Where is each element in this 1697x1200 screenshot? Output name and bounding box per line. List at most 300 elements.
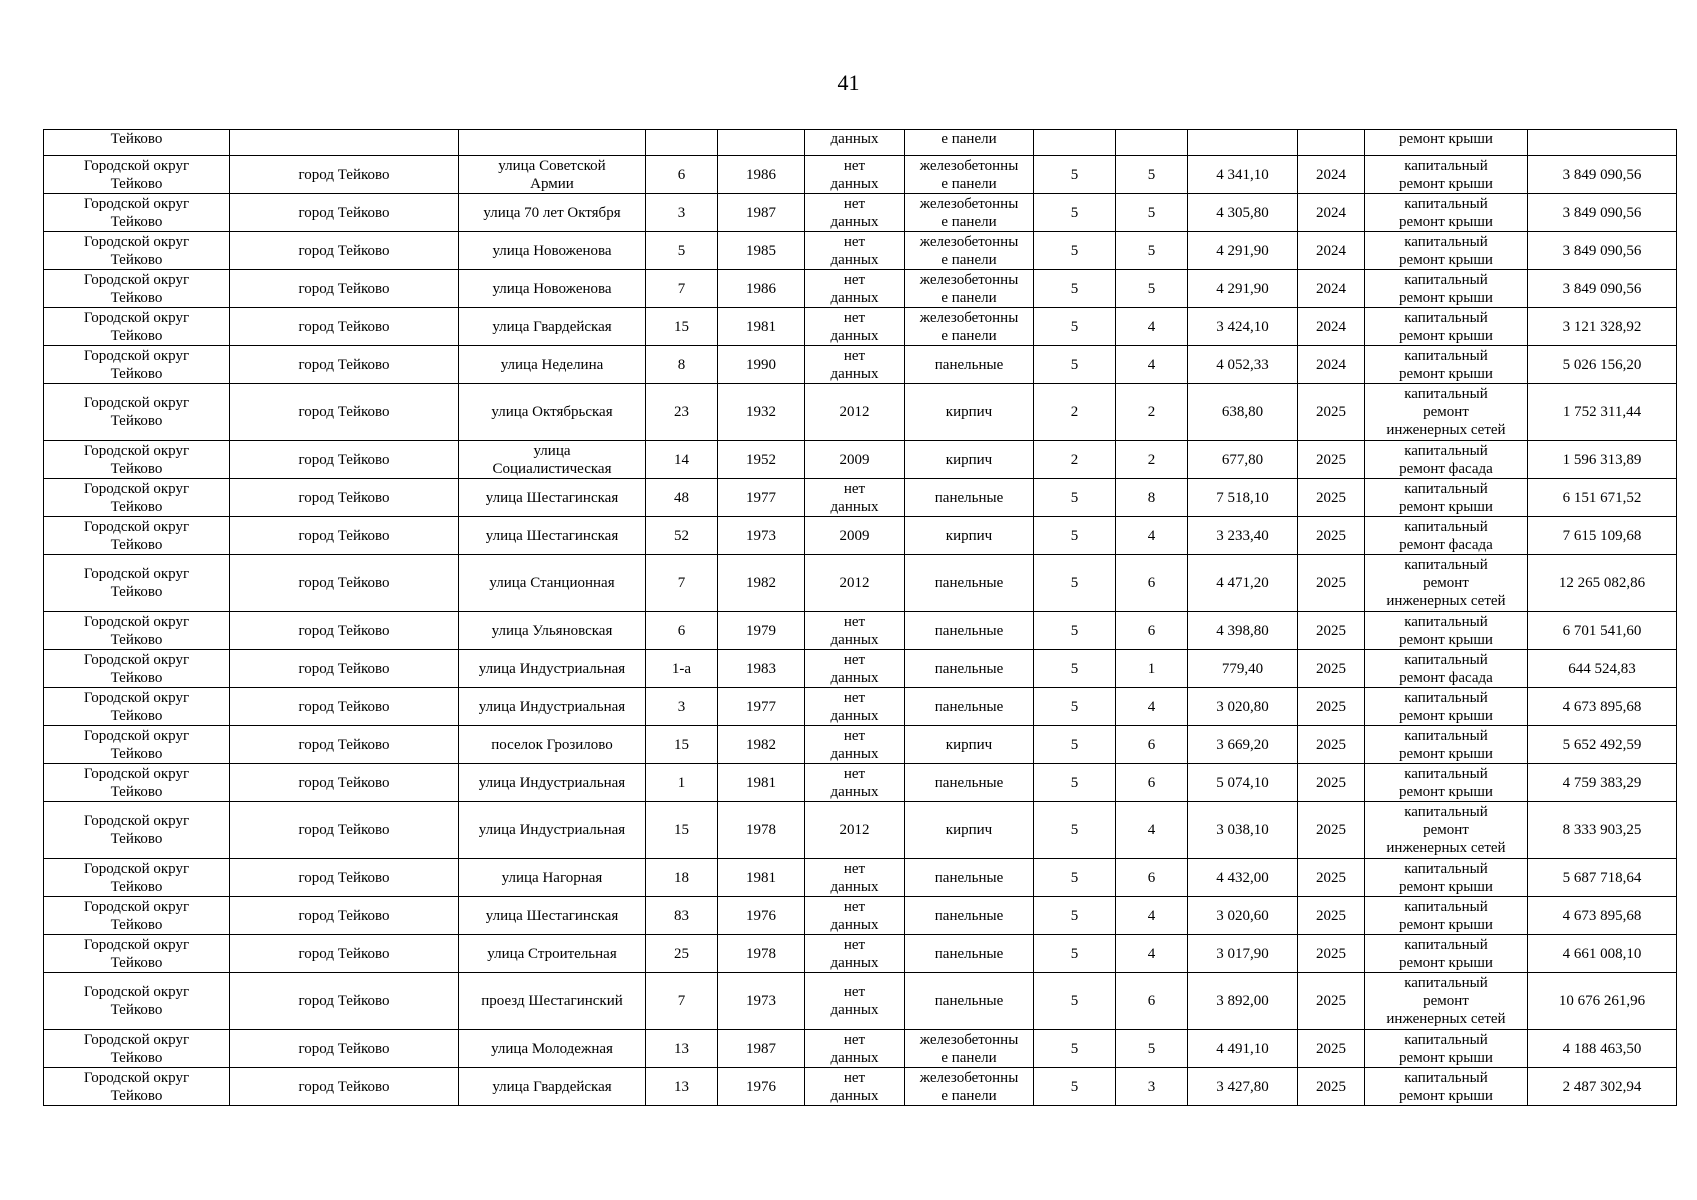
cell-settlement: город Тейково: [230, 194, 459, 232]
cell-planned-year: 2025: [1298, 935, 1365, 973]
cell-house-number: 13: [646, 1068, 718, 1106]
cell-settlement: город Тейково: [230, 156, 459, 194]
cell-repair-type: капитальный ремонт крыши: [1365, 859, 1528, 897]
cell-municipality: Городской округ Тейково: [44, 194, 230, 232]
cell-last-repair-year: 2009: [805, 517, 905, 555]
cell-municipality: Городской округ Тейково: [44, 555, 230, 612]
cell-entrances: 4: [1116, 897, 1188, 935]
cell-floors: 5: [1034, 555, 1116, 612]
cell-house-number: 7: [646, 555, 718, 612]
cell-planned-year: 2025: [1298, 688, 1365, 726]
cell-floors: 5: [1034, 764, 1116, 802]
cell-house-number: 3: [646, 194, 718, 232]
cell-floors: 2: [1034, 384, 1116, 441]
cell-street: улица Индустриальная: [459, 688, 646, 726]
cell-entrances: 5: [1116, 194, 1188, 232]
cell-street: улица Станционная: [459, 555, 646, 612]
cell-repair-type: капитальный ремонт фасада: [1365, 650, 1528, 688]
cell-repair-type: капитальный ремонт крыши: [1365, 308, 1528, 346]
cell-last-repair-year: нет данных: [805, 194, 905, 232]
cell-build-year: 1976: [718, 1068, 805, 1106]
cell-planned-year: [1298, 130, 1365, 156]
cell-entrances: 1: [1116, 650, 1188, 688]
cell-wall-material: панельные: [905, 973, 1034, 1030]
cell-house-number: 15: [646, 726, 718, 764]
cell-house-number: [646, 130, 718, 156]
cell-total-area: 3 020,80: [1188, 688, 1298, 726]
cell-repair-type: капитальный ремонт крыши: [1365, 897, 1528, 935]
cell-municipality: Городской округ Тейково: [44, 441, 230, 479]
cell-street: улица Индустриальная: [459, 802, 646, 859]
cell-planned-year: 2025: [1298, 650, 1365, 688]
cell-entrances: 6: [1116, 859, 1188, 897]
cell-floors: 5: [1034, 726, 1116, 764]
cell-entrances: 4: [1116, 688, 1188, 726]
cell-last-repair-year: нет данных: [805, 973, 905, 1030]
cell-repair-cost: 10 676 261,96: [1528, 973, 1677, 1030]
cell-last-repair-year: нет данных: [805, 726, 905, 764]
cell-settlement: город Тейково: [230, 859, 459, 897]
cell-total-area: 779,40: [1188, 650, 1298, 688]
cell-build-year: 1973: [718, 517, 805, 555]
table-row: [44, 555, 1677, 612]
cell-build-year: 1952: [718, 441, 805, 479]
cell-municipality: Городской округ Тейково: [44, 479, 230, 517]
cell-last-repair-year: нет данных: [805, 897, 905, 935]
cell-total-area: 3 233,40: [1188, 517, 1298, 555]
cell-repair-cost: 4 759 383,29: [1528, 764, 1677, 802]
cell-entrances: 5: [1116, 1030, 1188, 1068]
cell-planned-year: 2024: [1298, 194, 1365, 232]
cell-build-year: 1986: [718, 156, 805, 194]
cell-planned-year: 2025: [1298, 1030, 1365, 1068]
cell-total-area: [1188, 130, 1298, 156]
cell-entrances: 2: [1116, 441, 1188, 479]
cell-street: проезд Шестагинский: [459, 973, 646, 1030]
cell-total-area: 7 518,10: [1188, 479, 1298, 517]
cell-total-area: 4 291,90: [1188, 270, 1298, 308]
cell-municipality: Городской округ Тейково: [44, 897, 230, 935]
cell-settlement: город Тейково: [230, 973, 459, 1030]
cell-repair-cost: 4 673 895,68: [1528, 688, 1677, 726]
table-row: [44, 973, 1677, 1030]
cell-last-repair-year: 2012: [805, 384, 905, 441]
cell-planned-year: 2025: [1298, 859, 1365, 897]
cell-wall-material: кирпич: [905, 517, 1034, 555]
cell-wall-material: железобетонны е панели: [905, 270, 1034, 308]
cell-wall-material: кирпич: [905, 726, 1034, 764]
cell-wall-material: железобетонны е панели: [905, 1068, 1034, 1106]
table-row: [44, 802, 1677, 859]
cell-planned-year: 2024: [1298, 308, 1365, 346]
table-row: [44, 270, 1677, 308]
cell-house-number: 52: [646, 517, 718, 555]
cell-house-number: 23: [646, 384, 718, 441]
cell-build-year: 1981: [718, 308, 805, 346]
cell-municipality: Городской округ Тейково: [44, 935, 230, 973]
cell-house-number: 48: [646, 479, 718, 517]
cell-repair-cost: 3 849 090,56: [1528, 194, 1677, 232]
cell-entrances: 6: [1116, 726, 1188, 764]
cell-floors: 5: [1034, 346, 1116, 384]
cell-wall-material: панельные: [905, 346, 1034, 384]
cell-street: улица Социалистическая: [459, 441, 646, 479]
cell-house-number: 6: [646, 156, 718, 194]
cell-house-number: 5: [646, 232, 718, 270]
cell-repair-cost: 1 752 311,44: [1528, 384, 1677, 441]
cell-municipality: Городской округ Тейково: [44, 764, 230, 802]
cell-planned-year: 2025: [1298, 555, 1365, 612]
table-row-continued: [44, 130, 1677, 156]
cell-build-year: 1973: [718, 973, 805, 1030]
cell-build-year: 1981: [718, 764, 805, 802]
cell-last-repair-year: нет данных: [805, 859, 905, 897]
cell-floors: 5: [1034, 650, 1116, 688]
cell-repair-type: ремонт крыши: [1365, 130, 1528, 156]
cell-repair-type: капитальный ремонт крыши: [1365, 194, 1528, 232]
cell-street: улица Шестагинская: [459, 517, 646, 555]
cell-last-repair-year: нет данных: [805, 270, 905, 308]
cell-settlement: город Тейково: [230, 897, 459, 935]
cell-build-year: 1982: [718, 726, 805, 764]
cell-house-number: 6: [646, 612, 718, 650]
cell-wall-material: панельные: [905, 650, 1034, 688]
cell-last-repair-year: нет данных: [805, 935, 905, 973]
table-row: [44, 764, 1677, 802]
cell-municipality: Городской округ Тейково: [44, 270, 230, 308]
cell-last-repair-year: нет данных: [805, 232, 905, 270]
cell-floors: 5: [1034, 612, 1116, 650]
cell-repair-cost: 7 615 109,68: [1528, 517, 1677, 555]
cell-entrances: 5: [1116, 270, 1188, 308]
cell-repair-cost: 3 849 090,56: [1528, 232, 1677, 270]
cell-settlement: город Тейково: [230, 650, 459, 688]
table-row: [44, 650, 1677, 688]
cell-planned-year: 2025: [1298, 612, 1365, 650]
cell-entrances: 4: [1116, 802, 1188, 859]
cell-last-repair-year: нет данных: [805, 612, 905, 650]
cell-floors: 5: [1034, 479, 1116, 517]
cell-repair-cost: 1 596 313,89: [1528, 441, 1677, 479]
cell-total-area: 4 398,80: [1188, 612, 1298, 650]
cell-planned-year: 2024: [1298, 270, 1365, 308]
cell-house-number: 7: [646, 973, 718, 1030]
cell-entrances: 6: [1116, 555, 1188, 612]
cell-repair-type: капитальный ремонт инженерных сетей: [1365, 802, 1528, 859]
cell-floors: 5: [1034, 1030, 1116, 1068]
cell-total-area: 4 491,10: [1188, 1030, 1298, 1068]
cell-entrances: 4: [1116, 308, 1188, 346]
cell-build-year: 1985: [718, 232, 805, 270]
cell-repair-cost: 5 687 718,64: [1528, 859, 1677, 897]
cell-planned-year: 2025: [1298, 973, 1365, 1030]
cell-entrances: 6: [1116, 764, 1188, 802]
cell-settlement: город Тейково: [230, 441, 459, 479]
table-row: [44, 346, 1677, 384]
cell-planned-year: 2025: [1298, 517, 1365, 555]
cell-entrances: 5: [1116, 156, 1188, 194]
cell-planned-year: 2024: [1298, 156, 1365, 194]
cell-floors: 5: [1034, 156, 1116, 194]
cell-total-area: 4 432,00: [1188, 859, 1298, 897]
cell-total-area: 4 471,20: [1188, 555, 1298, 612]
cell-municipality: Городской округ Тейково: [44, 688, 230, 726]
table-row: [44, 517, 1677, 555]
cell-planned-year: 2025: [1298, 441, 1365, 479]
cell-build-year: 1978: [718, 935, 805, 973]
cell-repair-type: капитальный ремонт крыши: [1365, 479, 1528, 517]
cell-street: улица Строительная: [459, 935, 646, 973]
cell-house-number: 15: [646, 308, 718, 346]
cell-last-repair-year: нет данных: [805, 156, 905, 194]
cell-build-year: 1986: [718, 270, 805, 308]
cell-wall-material: панельные: [905, 555, 1034, 612]
cell-house-number: 3: [646, 688, 718, 726]
cell-total-area: 4 291,90: [1188, 232, 1298, 270]
table-row: [44, 384, 1677, 441]
cell-settlement: город Тейково: [230, 612, 459, 650]
cell-street: улица Ульяновская: [459, 612, 646, 650]
cell-settlement: город Тейково: [230, 270, 459, 308]
cell-settlement: город Тейково: [230, 935, 459, 973]
cell-planned-year: 2025: [1298, 1068, 1365, 1106]
table-row: [44, 232, 1677, 270]
cell-municipality: Городской округ Тейково: [44, 156, 230, 194]
cell-settlement: город Тейково: [230, 384, 459, 441]
cell-floors: 5: [1034, 308, 1116, 346]
table-body: [44, 130, 1677, 1106]
cell-total-area: 3 020,60: [1188, 897, 1298, 935]
cell-repair-type: капитальный ремонт инженерных сетей: [1365, 384, 1528, 441]
page-number: 41: [837, 70, 860, 95]
cell-wall-material: железобетонны е панели: [905, 156, 1034, 194]
cell-settlement: город Тейково: [230, 308, 459, 346]
cell-municipality: Городской округ Тейково: [44, 802, 230, 859]
cell-repair-type: капитальный ремонт крыши: [1365, 1030, 1528, 1068]
cell-floors: 5: [1034, 688, 1116, 726]
table-row: [44, 156, 1677, 194]
cell-house-number: 83: [646, 897, 718, 935]
cell-repair-cost: 5 026 156,20: [1528, 346, 1677, 384]
cell-repair-cost: [1528, 130, 1677, 156]
cell-entrances: 6: [1116, 973, 1188, 1030]
cell-repair-type: капитальный ремонт крыши: [1365, 764, 1528, 802]
cell-municipality: Городской округ Тейково: [44, 384, 230, 441]
table-row: [44, 612, 1677, 650]
table-row: [44, 897, 1677, 935]
cell-wall-material: железобетонны е панели: [905, 308, 1034, 346]
cell-repair-type: капитальный ремонт крыши: [1365, 688, 1528, 726]
cell-total-area: 5 074,10: [1188, 764, 1298, 802]
cell-repair-type: капитальный ремонт фасада: [1365, 517, 1528, 555]
cell-repair-cost: 5 652 492,59: [1528, 726, 1677, 764]
cell-repair-type: капитальный ремонт крыши: [1365, 726, 1528, 764]
cell-street: улица Шестагинская: [459, 897, 646, 935]
cell-repair-type: капитальный ремонт крыши: [1365, 612, 1528, 650]
cell-build-year: 1932: [718, 384, 805, 441]
cell-floors: 5: [1034, 802, 1116, 859]
cell-build-year: 1987: [718, 1030, 805, 1068]
cell-settlement: город Тейково: [230, 688, 459, 726]
table-row: [44, 688, 1677, 726]
cell-entrances: 8: [1116, 479, 1188, 517]
cell-entrances: 4: [1116, 346, 1188, 384]
cell-municipality: Городской округ Тейково: [44, 859, 230, 897]
cell-planned-year: 2024: [1298, 346, 1365, 384]
cell-last-repair-year: нет данных: [805, 688, 905, 726]
cell-last-repair-year: нет данных: [805, 650, 905, 688]
cell-total-area: 3 892,00: [1188, 973, 1298, 1030]
cell-total-area: 3 038,10: [1188, 802, 1298, 859]
cell-municipality: Городской округ Тейково: [44, 232, 230, 270]
cell-municipality: Городской округ Тейково: [44, 650, 230, 688]
cell-municipality: Тейково: [44, 130, 230, 156]
table-row: [44, 479, 1677, 517]
cell-last-repair-year: данных: [805, 130, 905, 156]
cell-settlement: [230, 130, 459, 156]
cell-floors: 5: [1034, 935, 1116, 973]
cell-municipality: Городской округ Тейково: [44, 517, 230, 555]
cell-settlement: город Тейково: [230, 1030, 459, 1068]
cell-floors: 5: [1034, 1068, 1116, 1106]
cell-settlement: город Тейково: [230, 232, 459, 270]
cell-floors: 5: [1034, 859, 1116, 897]
cell-entrances: 2: [1116, 384, 1188, 441]
cell-wall-material: кирпич: [905, 384, 1034, 441]
cell-repair-type: капитальный ремонт крыши: [1365, 232, 1528, 270]
cell-build-year: 1990: [718, 346, 805, 384]
cell-house-number: 18: [646, 859, 718, 897]
cell-settlement: город Тейково: [230, 726, 459, 764]
cell-wall-material: железобетонны е панели: [905, 232, 1034, 270]
cell-repair-type: капитальный ремонт фасада: [1365, 441, 1528, 479]
cell-repair-type: капитальный ремонт крыши: [1365, 270, 1528, 308]
cell-street: улица Нагорная: [459, 859, 646, 897]
cell-wall-material: панельные: [905, 688, 1034, 726]
cell-repair-cost: 12 265 082,86: [1528, 555, 1677, 612]
cell-entrances: 4: [1116, 935, 1188, 973]
cell-total-area: 3 424,10: [1188, 308, 1298, 346]
cell-last-repair-year: нет данных: [805, 1068, 905, 1106]
cell-wall-material: железобетонны е панели: [905, 194, 1034, 232]
cell-wall-material: кирпич: [905, 441, 1034, 479]
cell-build-year: 1978: [718, 802, 805, 859]
cell-settlement: город Тейково: [230, 802, 459, 859]
cell-wall-material: железобетонны е панели: [905, 1030, 1034, 1068]
cell-street: улица Молодежная: [459, 1030, 646, 1068]
cell-repair-type: капитальный ремонт крыши: [1365, 156, 1528, 194]
cell-wall-material: панельные: [905, 612, 1034, 650]
cell-last-repair-year: 2012: [805, 802, 905, 859]
cell-repair-cost: 6 701 541,60: [1528, 612, 1677, 650]
cell-street: улица Гвардейская: [459, 1068, 646, 1106]
cell-planned-year: 2024: [1298, 232, 1365, 270]
cell-street: [459, 130, 646, 156]
cell-wall-material: панельные: [905, 764, 1034, 802]
table-row: [44, 308, 1677, 346]
table-row: [44, 1068, 1677, 1106]
cell-build-year: 1976: [718, 897, 805, 935]
cell-street: улица Неделина: [459, 346, 646, 384]
cell-build-year: 1979: [718, 612, 805, 650]
cell-planned-year: 2025: [1298, 384, 1365, 441]
cell-repair-cost: 3 849 090,56: [1528, 270, 1677, 308]
cell-house-number: 15: [646, 802, 718, 859]
housing-repair-table: [43, 129, 1677, 1106]
cell-repair-type: капитальный ремонт крыши: [1365, 935, 1528, 973]
cell-build-year: 1977: [718, 688, 805, 726]
cell-street: улица Индустриальная: [459, 650, 646, 688]
cell-house-number: 14: [646, 441, 718, 479]
cell-house-number: 1-а: [646, 650, 718, 688]
cell-total-area: 3 669,20: [1188, 726, 1298, 764]
cell-settlement: город Тейково: [230, 1068, 459, 1106]
cell-street: улица Советской Армии: [459, 156, 646, 194]
cell-floors: 5: [1034, 270, 1116, 308]
cell-settlement: город Тейково: [230, 517, 459, 555]
cell-repair-type: капитальный ремонт инженерных сетей: [1365, 973, 1528, 1030]
cell-house-number: 7: [646, 270, 718, 308]
cell-wall-material: кирпич: [905, 802, 1034, 859]
cell-planned-year: 2025: [1298, 479, 1365, 517]
table-row: [44, 441, 1677, 479]
cell-street: улица Шестагинская: [459, 479, 646, 517]
cell-repair-type: капитальный ремонт крыши: [1365, 1068, 1528, 1106]
cell-build-year: 1983: [718, 650, 805, 688]
cell-total-area: 4 305,80: [1188, 194, 1298, 232]
cell-planned-year: 2025: [1298, 764, 1365, 802]
cell-last-repair-year: 2009: [805, 441, 905, 479]
cell-street: поселок Грозилово: [459, 726, 646, 764]
cell-entrances: 6: [1116, 612, 1188, 650]
cell-last-repair-year: нет данных: [805, 346, 905, 384]
cell-wall-material: панельные: [905, 935, 1034, 973]
cell-planned-year: 2025: [1298, 726, 1365, 764]
cell-build-year: [718, 130, 805, 156]
cell-repair-cost: 3 121 328,92: [1528, 308, 1677, 346]
cell-total-area: 638,80: [1188, 384, 1298, 441]
cell-repair-cost: 4 661 008,10: [1528, 935, 1677, 973]
cell-repair-cost: 644 524,83: [1528, 650, 1677, 688]
cell-settlement: город Тейково: [230, 346, 459, 384]
cell-wall-material: панельные: [905, 859, 1034, 897]
cell-repair-cost: 6 151 671,52: [1528, 479, 1677, 517]
cell-wall-material: панельные: [905, 897, 1034, 935]
cell-house-number: 25: [646, 935, 718, 973]
cell-street: улица Октябрьская: [459, 384, 646, 441]
cell-settlement: город Тейково: [230, 479, 459, 517]
cell-planned-year: 2025: [1298, 802, 1365, 859]
cell-build-year: 1981: [718, 859, 805, 897]
cell-repair-cost: 4 673 895,68: [1528, 897, 1677, 935]
cell-house-number: 13: [646, 1030, 718, 1068]
cell-planned-year: 2025: [1298, 897, 1365, 935]
cell-floors: 5: [1034, 973, 1116, 1030]
cell-settlement: город Тейково: [230, 555, 459, 612]
cell-municipality: Городской округ Тейково: [44, 726, 230, 764]
cell-repair-cost: 3 849 090,56: [1528, 156, 1677, 194]
cell-floors: 5: [1034, 232, 1116, 270]
cell-entrances: 3: [1116, 1068, 1188, 1106]
cell-municipality: Городской округ Тейково: [44, 308, 230, 346]
cell-wall-material: е панели: [905, 130, 1034, 156]
cell-municipality: Городской округ Тейково: [44, 973, 230, 1030]
cell-total-area: 3 427,80: [1188, 1068, 1298, 1106]
cell-repair-cost: 2 487 302,94: [1528, 1068, 1677, 1106]
cell-repair-type: капитальный ремонт крыши: [1365, 346, 1528, 384]
cell-total-area: 3 017,90: [1188, 935, 1298, 973]
cell-total-area: 4 341,10: [1188, 156, 1298, 194]
